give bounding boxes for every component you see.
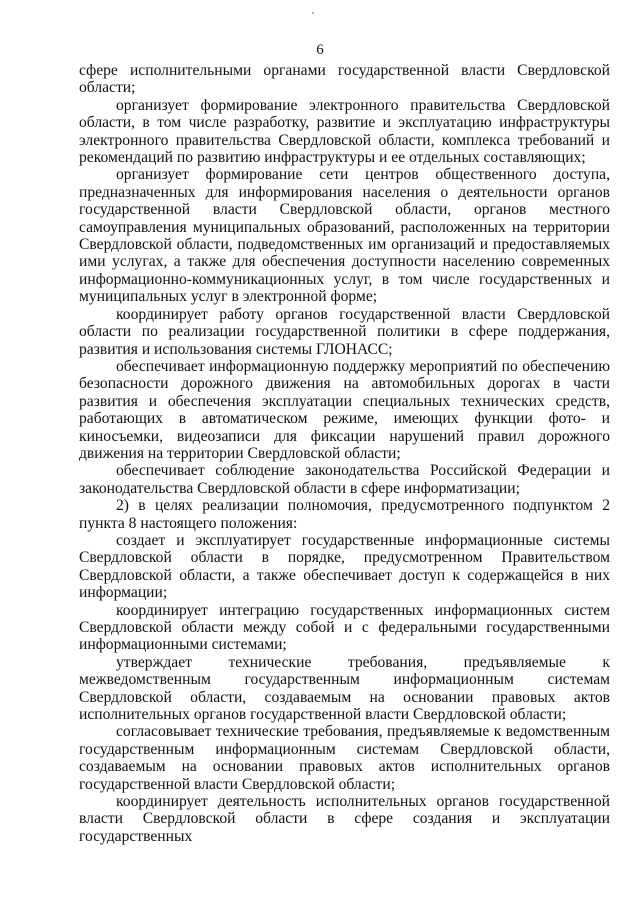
paragraph-coordinates-activity: координирует деятельность исполнительных органов государственной власти Свердловской области в сфере создания и эксплуатации государственных <box>79 793 610 845</box>
paragraph-continuation: сфере исполнительными органами государственной власти Свердловской области; <box>79 62 610 97</box>
paragraph-creates-systems: создает и эксплуатирует государственные информационные системы Свердловской области в порядке, предусмотренном Правительством Свердловской области, а также обеспечивает доступ к содержащейся в них информации; <box>79 531 610 602</box>
paragraph-departmental-requirements: согласовывает технические требования, предъявляемые к ведомственным государственным информационным системам Свердловской области, создаваемым на основании правовых актов исполнительных органов государственной власти Свердловской области; <box>79 723 610 793</box>
paragraph-e-government: организует формирование электронного правительства Свердловской области, в том числе разработку, развитие и эксплуатацию инфраструктуры электронного правительства Свердловской области, комплекса требований и рекомендаций по развитию инфраструктуры и ее отдельных составляющих; <box>79 96 610 167</box>
page-number: 6 <box>316 42 324 58</box>
paragraph-integration: координирует интеграцию государственных информационных систем Свердловской области между собой и с федеральными государственными информационными системами; <box>79 601 610 654</box>
paragraph-subitem-2: 2) в целях реализации полномочия, предусмотренного подпунктом 2 пункта 8 настоящего положения: <box>79 497 610 532</box>
paragraph-road-safety: обеспечивает информационную поддержку мероприятий по обеспечению безопасности дорожного движения на автомобильных дорогах в части развития и обеспечения эксплуатации специальных технических средств, работающих в автоматическом режиме, имеющих функции фото- и киносъемки, видеозаписи для фиксации нарушений правил дорожного движения на территории Свердловской области; <box>79 357 610 462</box>
paragraph-legislation-compliance: обеспечивает соблюдение законодательства Российской Федерации и законодательства Свердловской области в сфере информатизации; <box>79 462 610 497</box>
paragraph-interdepartmental-requirements: утверждает технические требования, предъявляемые к межведомственным государственным информационным системам Свердловской области, создаваемым на основании правовых актов исполнительных органов государственной власти Свердловской области; <box>79 653 610 724</box>
document-body <box>79 62 610 845</box>
scan-speck <box>312 12 314 14</box>
paragraph-public-access-centers: организует формирование сети центров общественного доступа, предназначенных для информирования населения о деятельности органов государственной власти Свердловской области, органов местного самоуправления муниципальных образований, расположенных на территории Свердловской области, подведомственных им организаций и предоставляемых ими услугах, а также для обеспечения доступности населению современных информационно-коммуникационных услуг, в том числе государственных и муниципальных услуг в электронной форме; <box>79 166 610 306</box>
paragraph-glonass: координирует работу органов государственной власти Свердловской области по реализации государственной политики в сфере поддержания, развития и использования системы ГЛОНАСС; <box>79 305 610 358</box>
